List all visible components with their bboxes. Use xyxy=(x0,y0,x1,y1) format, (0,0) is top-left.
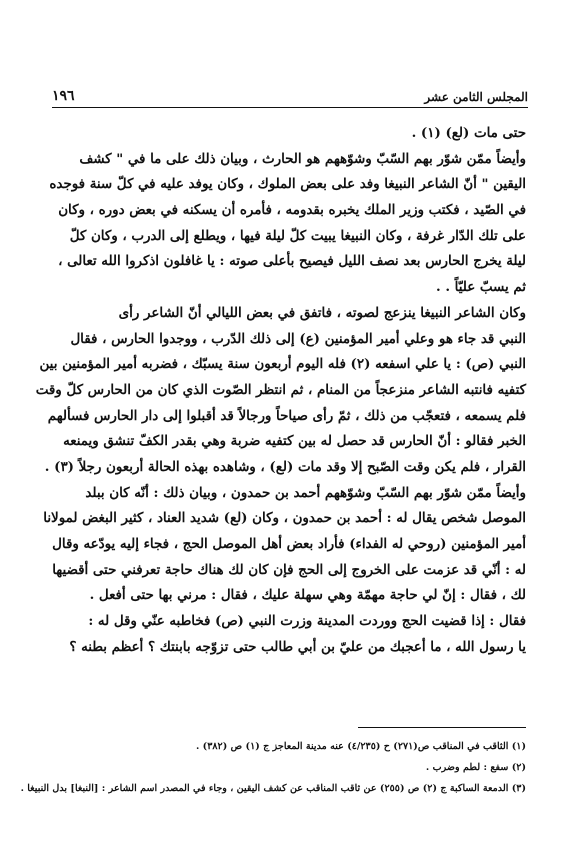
text-line: وأيضاً ممّن شوّر بهم السّبّ وشوّههم هو الحارث ، وبيان ذلك على ما في " كشف xyxy=(79,150,526,167)
text-line: ثم يسبّ عليّاً . . xyxy=(436,279,526,296)
text-line: فقال : إذا قضيت الحج ووردت المدينة وزرت النبي (ص) فخاطبه عنّي وقل له : xyxy=(88,613,526,630)
text-line: لك ، فقال : إنّ لي حاجة مهمّة وهي سهلة عليك ، فقال : مرني بها حتى أفعل . xyxy=(89,587,526,604)
text-line: الموصل شخص يقال له : أحمد بن حمدون ، وكان (لع) شديد العناد ، كثير البغض لمولانا xyxy=(43,510,526,527)
text-line: فلم يسمعه ، فتعجّب من ذلك ، ثمّ رأى صياحاً ورجالاً قد أقبلوا إلى دار الحارس فسألهم xyxy=(47,407,526,424)
footnote: (٢) سفع : لطم وضرب . xyxy=(425,762,526,773)
footnotes xyxy=(20,736,526,799)
footnote: (٣) الدمعة الساكبة ج (٢) ص (٢٥٥) عن ثاقب المناقب عن كشف اليقين ، وجاء في المصدر اسم الشاعر : [النبغا] بدل النبيغا . xyxy=(20,783,526,794)
text-line: حتى مات (لع) (١) . xyxy=(411,125,526,141)
page-header xyxy=(52,84,528,108)
text-line: يا رسول الله ، ما أعجبك من عليّ بن أبي طالب حتى تزوّجه بابنتك ؟ أعظم بطنه ؟ xyxy=(69,638,526,655)
text-line: كتفيه فانتبه الشاعر منزعجاً من المنام ، ثم انتظر الصّوت الذي كان من الحارس كلّ وقت xyxy=(35,381,526,398)
text-line: أمير المؤمنين (روحي له الفداء) فأراد بعض أهل الموصل الحج ، فجاء إليه يودّعه وقال xyxy=(52,536,526,552)
text-line: وكان الشاعر النبيغا ينزعج لصوته ، فاتفق في بعض الليالي أنّ الشاعر رأى xyxy=(118,304,526,321)
text-line: في الصّيد ، فكتب وزير الملك يخبره بقدومه ، فأمره أن يسكنه في بعض دوره ، وكان xyxy=(58,202,526,219)
text-line: له : أنّي قد عزمت على الخروج إلى الحج فإن كان لك هناك حاجة تعرفني حتى أقضيها xyxy=(52,561,526,578)
chapter-title: المجلس الثامن عشر xyxy=(424,90,528,104)
footnote: (١) الثاقب في المناقب ص(٢٧١) ح (٤/٢٣٥) عنه مدينة المعاجز ج (١) ص (٣٨٢) . xyxy=(196,741,526,752)
text-line: القرار ، فلم يكن وقت الصّبح إلا وقد مات (لع) ، وشاهده بهذه الحالة أربعون رجلاً (٣) . xyxy=(44,458,526,475)
footnote-divider xyxy=(358,727,526,728)
text-line: وأيضاً ممّن شوّر بهم السّبّ وشوّههم أحمد بن حمدون ، وبيان ذلك : أنّه كان ببلد xyxy=(85,484,526,501)
text-line: النبي قد جاء هو وعلي أمير المؤمنين (ع) إلى ذلك الدّرب ، ووجدوا الحارس ، فقال xyxy=(70,330,526,347)
text-line: على تلك الدّار غرفة ، وكان النبيغا يبيت كلّ ليلة فيها ، ويطلع إلى الدرب ، وكان كلّ xyxy=(69,227,526,244)
page-number: ١٩٦ xyxy=(52,88,75,104)
text-line: ليلة يخرج الحارس بعد نصف الليل فيصيح بأعلى صوته : يا غافلون اذكروا الله تعالى ، xyxy=(58,253,526,270)
main-text xyxy=(35,121,526,660)
text-line: النبي (ص) : يا علي اسفعه (٢) فله اليوم أربعون سنة يسبّك ، فضربه أمير المؤمنين بين xyxy=(39,356,526,373)
text-line: اليقين " أنّ الشاعر النبيغا وفد على بعض الملوك ، وكان يوفد عليه في كلّ سنة فوجده xyxy=(49,176,526,193)
text-line: الخبر فقالو : أنّ الحارس قد حصل له بين كتفيه ضربة وهي بقدر الكفّ تنشق ويمنعه xyxy=(63,433,526,450)
